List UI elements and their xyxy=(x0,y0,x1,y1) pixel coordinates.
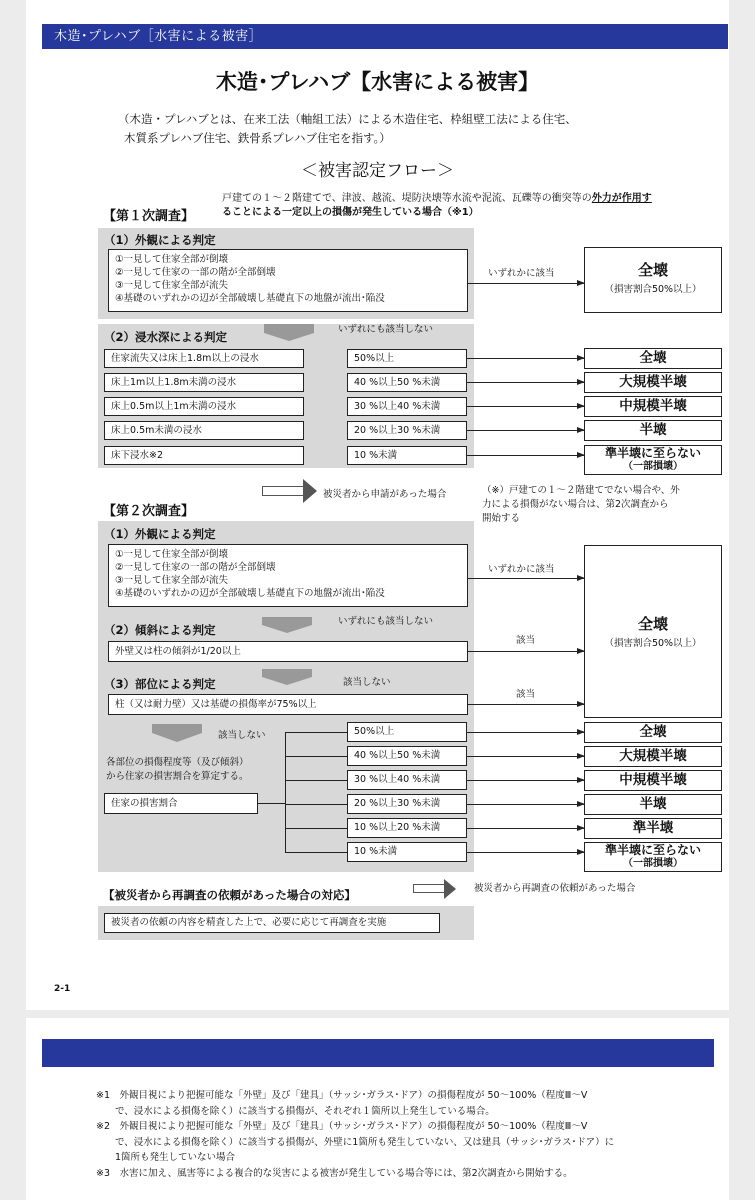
flood-result-main: 全壊 xyxy=(639,350,667,366)
first-condition-2: ることによる一定以上の損傷が発生している場合（※1） xyxy=(222,207,479,218)
flood-ratio: 40 %以上50 %未満 xyxy=(347,373,467,392)
first-exterior-title: （1）外観による判定 xyxy=(104,233,216,247)
second-not-applies: 該当しない xyxy=(343,677,391,688)
flood-condition: 床上0.5m以上1m未満の浸水 xyxy=(104,397,304,416)
second-result: 中規模半壊 xyxy=(584,770,722,791)
ratio-branch xyxy=(285,828,347,829)
page-title: 木造･プレハブ【水害による被害】 xyxy=(215,70,540,94)
first-exterior-arrow xyxy=(468,283,584,284)
first-result-total: 全壊 （損害割合50%以上） xyxy=(584,247,722,313)
second-result: 半壊 xyxy=(584,794,722,815)
second-down-arrow-1-tip xyxy=(262,625,312,633)
resurvey-note: 被災者から再調査の依頼があった場合 xyxy=(474,883,636,894)
flood-result-main: 大規模半壊 xyxy=(619,374,687,390)
page-header-bar xyxy=(42,24,728,49)
flood-result-main: 中規模半壊 xyxy=(619,398,687,414)
flood-result xyxy=(584,348,722,369)
footnote-line: で、浸水による損傷を除く）に該当する損傷が、外壁に1箇所も発生していない、又は建具（サッシ･ガラス･ドア）に xyxy=(96,1136,615,1148)
flood-arrow xyxy=(467,382,584,383)
first-survey-heading: 【第１次調査】 xyxy=(103,209,195,224)
second-arrow xyxy=(467,804,584,805)
second-ratio: 30 %以上40 %未満 xyxy=(347,770,467,790)
flood-arrow xyxy=(467,406,584,407)
first-exterior-items: ①一見して住家全部が倒壊 ②一見して住家の一部の階が全部倒壊 ③一見して住家全部が流失 ④基礎のいずれかの辺が全部破壊し基礎直下の地盤が流出･陥没 xyxy=(108,249,468,312)
resurvey-arrow-tip xyxy=(444,879,456,899)
ratio-branch xyxy=(285,756,347,757)
second-tilt-cond: 外壁又は柱の傾斜が1/20以上 xyxy=(108,641,468,662)
page-number: 2-1 xyxy=(54,984,71,994)
footnote-line: で、浸水による損傷を除く）に該当する損傷が、それぞれ１箇所以上発生している場合。 xyxy=(96,1105,495,1117)
footnote-line: ※2 外観目視により把握可能な「外壁」及び「建具」（サッシ･ガラス･ドア）の損傷程度が 50～100%（程度Ⅲ～Ⅴ xyxy=(96,1121,588,1133)
flood-result xyxy=(584,372,722,393)
subtitle-line-2: 木質系プレハブ住宅、鉄骨系プレハブ住宅を指す。） xyxy=(124,131,391,145)
second-result-total: 全壊 （損害割合50%以上） xyxy=(584,545,722,718)
flood-ratio: 10 %未満 xyxy=(347,446,467,465)
flood-result xyxy=(584,396,722,417)
second-ratio: 10 %未満 xyxy=(347,842,467,862)
ratio-connector-v xyxy=(285,732,286,853)
second-exterior-title: （1）外観による判定 xyxy=(104,527,216,541)
flood-condition: 床上0.5m未満の浸水 xyxy=(104,421,304,440)
ratio-branch xyxy=(285,804,347,805)
first-any-applies: いずれかに該当 xyxy=(488,268,555,279)
second-parts-applies: 該当 xyxy=(516,689,536,700)
second-arrow xyxy=(467,852,584,853)
footnote-line: 1箇所も発生していない場合 xyxy=(96,1152,236,1164)
second-arrow xyxy=(467,756,584,757)
ratio-branch xyxy=(285,780,347,781)
flood-ratio: 50%以上 xyxy=(347,349,467,368)
resurvey-heading: 【被災者から再調査の依頼があった場合の対応】 xyxy=(103,888,356,902)
second-none-applies: いずれにも該当しない xyxy=(338,616,434,627)
second-down-arrow-2-tip xyxy=(262,677,312,685)
second-result-sub: （一部損壊） xyxy=(623,858,683,869)
second-down-arrow-1 xyxy=(262,617,312,625)
second-ratio: 20 %以上30 %未満 xyxy=(347,794,467,814)
damage-ratio-box: 住家の損害割合 xyxy=(104,793,258,814)
footnote-line: ※1 外観目視により把握可能な「外壁」及び「建具」（サッシ･ガラス･ドア）の損傷程度が 50～100%（程度Ⅲ～Ⅴ xyxy=(96,1090,588,1101)
second-parts-title: （3）部位による判定 xyxy=(104,677,216,691)
second-parts-cond: 柱（又は耐力壁）又は基礎の損傷率が75%以上 xyxy=(108,694,468,715)
flood-arrow xyxy=(467,455,584,456)
second-survey-heading: 【第２次調査】 xyxy=(103,504,195,519)
ratio-branch xyxy=(285,852,347,853)
second-arrow xyxy=(467,828,584,829)
subtitle-line-1: （木造・プレハブとは、在来工法（軸組工法）による木造住宅、枠組壁工法による住宅、 xyxy=(118,112,577,126)
second-arrow xyxy=(467,780,584,781)
victim-request-arrow-tip xyxy=(303,479,317,503)
victim-request-arrow xyxy=(262,486,304,496)
calc-text-1: 各部位の損傷程度等（及び傾斜） xyxy=(106,757,249,768)
flood-condition: 床下浸水※2 xyxy=(104,446,304,465)
second-result: 準半壊 xyxy=(584,818,722,839)
second-parts-arrow xyxy=(468,704,584,705)
first-condition-1: 戸建ての１～２階建てで、津波、越流、堤防決壊等水流や泥流、瓦礫等の衝突等の外力が作用す xyxy=(222,193,652,204)
flood-result xyxy=(584,420,722,441)
second-tilt-arrow xyxy=(468,651,584,652)
resurvey-action: 被災者の依頼の内容を精査した上で、必要に応じて再調査を実施 xyxy=(104,913,440,933)
flow-title: ＜被害認定フロー＞ xyxy=(301,161,454,181)
header-label: 木造･プレハブ［水害による被害］ xyxy=(54,29,263,44)
second-arrow xyxy=(467,732,584,733)
first-down-arrow-tip xyxy=(264,333,314,341)
second-exterior-items: ①一見して住家全部が倒壊 ②一見して住家の一部の階が全部倒壊 ③一見して住家全部が流失 ④基礎のいずれかの辺が全部破壊し基礎直下の地盤が流出･陥没 xyxy=(108,544,468,607)
second-exterior-arrow xyxy=(468,578,584,579)
second-ratio: 10 %以上20 %未満 xyxy=(347,818,467,838)
second-result xyxy=(584,842,722,872)
first-none-applies: いずれにも該当しない xyxy=(338,324,434,335)
flood-result xyxy=(584,445,722,475)
flood-condition: 床上1m以上1.8m未満の浸水 xyxy=(104,373,304,392)
second-not-applies-2: 該当しない xyxy=(218,730,266,741)
second-tilt-applies: 該当 xyxy=(516,635,536,646)
second-note-3: 開始する xyxy=(482,513,521,524)
flood-ratio: 20 %以上30 %未満 xyxy=(347,421,467,440)
flood-result-main: 半壊 xyxy=(639,422,667,438)
flood-arrow xyxy=(467,358,584,359)
second-down-arrow-3-tip xyxy=(152,733,202,742)
second-tilt-title: （2）傾斜による判定 xyxy=(104,623,216,637)
first-down-arrow xyxy=(264,324,314,333)
second-note-2: 力による損傷がない場合は、第2次調査から xyxy=(482,499,669,510)
ratio-connector-h xyxy=(258,803,285,804)
flood-ratio: 30 %以上40 %未満 xyxy=(347,397,467,416)
calc-text-2: から住家の損害割合を算定する。 xyxy=(106,771,249,782)
first-flood-title: （2）浸水深による判定 xyxy=(104,330,228,344)
ratio-branch xyxy=(285,732,347,733)
flood-condition: 住家流失又は床上1.8m以上の浸水 xyxy=(104,349,304,368)
footnote-header-bar xyxy=(42,1039,714,1067)
second-result: 全壊 xyxy=(584,722,722,743)
second-result-main: 準半壊に至らない xyxy=(604,843,701,857)
second-ratio: 40 %以上50 %未満 xyxy=(347,746,467,766)
second-ratio: 50%以上 xyxy=(347,722,467,742)
second-note-1: （※）戸建ての１～２階建てでない場合や、外 xyxy=(482,485,680,496)
victim-request-text: 被災者から申請があった場合 xyxy=(323,489,447,500)
flood-result-main: 準半壊に至らない xyxy=(604,446,701,460)
second-result: 大規模半壊 xyxy=(584,746,722,767)
second-down-arrow-3 xyxy=(152,724,202,733)
flood-arrow xyxy=(467,430,584,431)
resurvey-arrow xyxy=(413,884,445,893)
second-any-applies: いずれかに該当 xyxy=(488,564,555,575)
second-down-arrow-2 xyxy=(262,669,312,677)
footnote-line: ※3 水害に加え、風害等による複合的な災害による被害が発生している場合等には、第2次調査から開始する。 xyxy=(96,1168,573,1179)
flood-result-sub: （一部損壊） xyxy=(623,461,683,472)
